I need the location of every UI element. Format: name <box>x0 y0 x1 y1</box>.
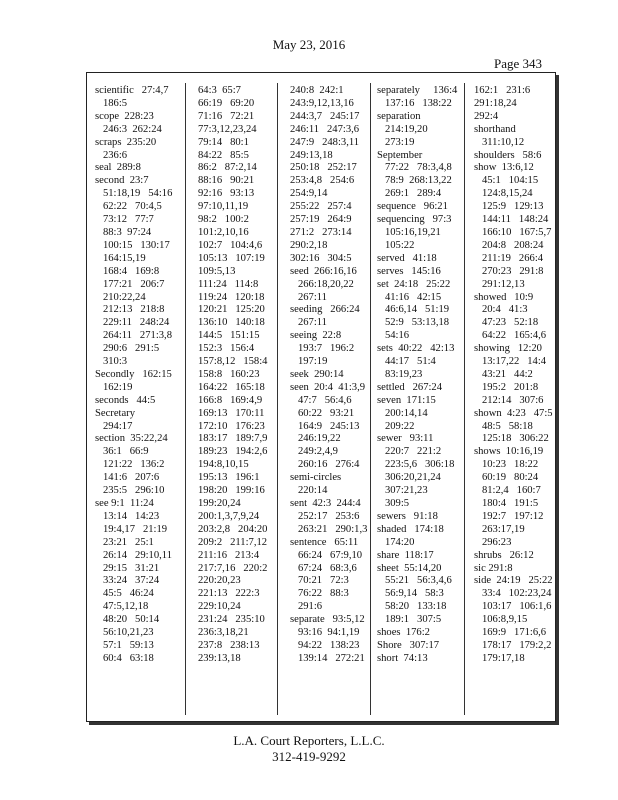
column-divider <box>277 83 278 715</box>
footer-phone: 312-419-9292 <box>272 749 346 764</box>
index-line: 144:11 148:24 <box>474 214 549 226</box>
index-line: 33:4 102:23,24 <box>474 588 552 600</box>
index-line: 109:5,13 <box>198 265 236 277</box>
index-line: separation <box>377 110 421 122</box>
index-line: section 35:22,24 <box>95 433 168 445</box>
index-line: scientific 27:4,7 <box>95 85 169 96</box>
index-line: 86:2 87:2,14 <box>198 162 257 174</box>
index-line: 141:6 207:6 <box>95 472 160 484</box>
index-line: sic 291:8 <box>474 562 513 574</box>
index-line: 211:16 213:4 <box>198 549 260 561</box>
index-line: seconds 44:5 <box>95 394 156 406</box>
index-line: scraps 235:20 <box>95 136 157 148</box>
index-line: seal 289:8 <box>95 162 141 174</box>
index-line: 200:14,14 <box>377 407 428 419</box>
index-line: 254:9,14 <box>290 188 328 200</box>
index-line: served 41:18 <box>377 252 437 264</box>
index-line: 174:20 <box>377 536 415 548</box>
page-number: Page 343 <box>494 56 543 71</box>
index-line: 45:1 104:15 <box>474 175 539 187</box>
index-line: seven 171:15 <box>377 394 436 406</box>
index-line: 105:22 <box>377 239 415 251</box>
index-line: shaded 174:18 <box>377 523 444 535</box>
index-line: 236:3,18,21 <box>198 627 249 639</box>
index-box <box>86 72 556 722</box>
index-line: 101:2,10,16 <box>198 226 249 238</box>
index-line: separate 93:5,12 <box>290 614 365 626</box>
index-line: 48:5 58:18 <box>474 420 533 432</box>
index-line: 44:17 51:4 <box>377 356 436 368</box>
index-line: 197:19 <box>290 356 328 368</box>
index-line: 195:2 201:8 <box>474 381 539 393</box>
index-line: 243:9,12,13,16 <box>290 97 354 109</box>
index-line: shoulders 58:6 <box>474 149 542 161</box>
index-line: seeding 266:24 <box>290 304 360 316</box>
index-line: 180:4 191:5 <box>474 498 539 509</box>
index-line: show 13:6,12 <box>474 162 534 174</box>
index-line: 121:22 136:2 <box>95 459 165 471</box>
index-line: 198:20 199:16 <box>198 485 265 497</box>
index-line: 81:2,4 160:7 <box>474 485 541 497</box>
index-line: 164:15,19 <box>95 252 146 264</box>
index-line: Shore 307:17 <box>377 639 440 651</box>
index-line: 250:18 252:17 <box>290 162 357 174</box>
page-date: May 23, 2016 <box>272 37 346 52</box>
index-line: 168:4 169:8 <box>95 265 160 277</box>
index-line: 60:4 63:18 <box>95 652 154 664</box>
index-line: share 118:17 <box>377 549 434 561</box>
index-line: 169:13 170:11 <box>198 407 265 419</box>
index-line: sentence 65:11 <box>290 536 359 548</box>
index-line: 47:5,12,18 <box>95 601 149 613</box>
index-line: 71:16 72:21 <box>198 110 255 122</box>
index-line: 73:12 77:7 <box>95 214 154 226</box>
index-line: 157:8,12 158:4 <box>198 356 268 368</box>
index-line: 189:23 194:2,6 <box>198 446 268 458</box>
index-line: 246:19,22 <box>290 433 341 445</box>
index-line: 93:16 94:1,19 <box>290 627 360 639</box>
index-line: 57:1 59:13 <box>95 639 154 651</box>
index-line: 78:9 268:13,22 <box>377 175 452 187</box>
index-column-2 <box>198 85 267 666</box>
index-line: 217:7,16 220:2 <box>198 562 268 574</box>
index-line: 64:3 65:7 <box>198 85 241 96</box>
index-line: sequence 96:21 <box>377 201 448 213</box>
index-line: 260:16 276:4 <box>290 459 360 471</box>
index-line: 13:17,22 14:4 <box>474 356 547 368</box>
index-line: 106:8,9,15 <box>474 614 528 626</box>
index-line: 292:4 <box>474 110 499 122</box>
index-line: 45:5 46:24 <box>95 588 154 600</box>
index-line: 77:22 78:3,4,8 <box>377 162 452 174</box>
index-line: 178:17 179:2,2 <box>474 639 552 651</box>
index-line: seed 266:16,16 <box>290 265 357 277</box>
index-line: 310:3 <box>95 356 128 368</box>
index-line: 192:7 197:12 <box>474 510 544 522</box>
index-line: set 24:18 25:22 <box>377 278 451 290</box>
index-line: 60:22 93:21 <box>290 407 355 419</box>
index-line: 249:13,18 <box>290 149 333 161</box>
index-line: 158:8 160:23 <box>198 368 260 380</box>
index-column-5 <box>474 85 553 666</box>
index-line: 263:17,19 <box>474 523 525 535</box>
index-line: 223:5,6 306:18 <box>377 459 455 471</box>
index-line: 36:1 66:9 <box>95 446 149 458</box>
index-line: 67:24 68:3,6 <box>290 562 357 574</box>
index-line: showed 10:9 <box>474 291 534 303</box>
index-line: shown 4:23 47:5 <box>474 407 553 419</box>
index-line: 179:17,18 <box>474 652 525 664</box>
index-line: serves 145:16 <box>377 265 441 277</box>
index-line: 58:20 133:18 <box>377 601 447 613</box>
index-line: 249:2,4,9 <box>290 446 338 458</box>
index-line: 84:22 85:5 <box>198 149 249 161</box>
index-line: 229:11 248:24 <box>95 317 170 329</box>
index-line: 105:16,19,21 <box>377 226 441 238</box>
index-line: 189:1 307:5 <box>377 614 442 626</box>
index-line: settled 267:24 <box>377 381 443 393</box>
index-line: 162:1 231:6 <box>474 85 531 96</box>
index-line: 186:5 <box>95 97 128 109</box>
column-divider <box>370 83 371 715</box>
index-line: 212:14 307:6 <box>474 394 544 406</box>
index-column-3 <box>290 85 367 666</box>
index-line: 79:14 80:1 <box>198 136 249 148</box>
index-line: 193:7 196:2 <box>290 343 355 355</box>
index-line: 70:21 72:3 <box>290 575 349 587</box>
index-line: 56:10,21,23 <box>95 627 154 639</box>
index-line: 55:21 56:3,4,6 <box>377 575 452 587</box>
index-line: 125:18 306:22 <box>474 433 549 445</box>
index-line: 210:22,24 <box>95 291 146 303</box>
index-line: 266:18,20,22 <box>290 278 354 290</box>
index-line: sequencing 97:3 <box>377 214 452 226</box>
index-line: 183:17 189:7,9 <box>198 433 268 445</box>
index-line: 51:18,19 54:16 <box>95 188 173 200</box>
index-line: 88:3 97:24 <box>95 226 152 238</box>
column-divider <box>464 83 465 715</box>
index-line: second 23:7 <box>95 175 149 187</box>
index-line: 97:10,11,19 <box>198 201 249 213</box>
index-line: 66:19 69:20 <box>198 97 255 109</box>
index-line: 92:16 93:13 <box>198 188 255 200</box>
index-line: 166:10 167:5,7 <box>474 226 552 238</box>
index-line: 209:22 <box>377 420 415 432</box>
index-line: 88:16 90:21 <box>198 175 255 187</box>
index-line: 311:10,12 <box>474 136 525 148</box>
index-line: 47:23 52:18 <box>474 317 539 329</box>
index-line: 20:4 41:3 <box>474 304 528 316</box>
index-line: side 24:19 25:22 <box>474 575 553 587</box>
index-line: 172:10 176:23 <box>198 420 265 432</box>
index-line: 220:14 <box>290 485 328 497</box>
index-line: 47:7 56:4,6 <box>290 394 352 406</box>
index-line: 152:3 156:4 <box>198 343 255 355</box>
index-line: sheet 55:14,20 <box>377 562 442 574</box>
index-line: 263:21 290:1,3 <box>290 523 368 535</box>
index-line: 119:24 120:18 <box>198 291 265 303</box>
index-line: 203:2,8 204:20 <box>198 523 268 535</box>
index-line: 76:22 88:3 <box>290 588 349 600</box>
index-line: 33:24 37:24 <box>95 575 160 587</box>
index-line: 257:19 264:9 <box>290 214 352 226</box>
index-line: 296:23 <box>474 536 512 548</box>
index-line: 291:12,13 <box>474 278 525 290</box>
index-line: 62:22 70:4,5 <box>95 201 162 213</box>
index-line: 270:23 291:8 <box>474 265 544 277</box>
index-line: 221:13 222:3 <box>198 588 260 600</box>
index-line: 235:5 296:10 <box>95 485 165 497</box>
index-line: seen 20:4 41:3,9 <box>290 381 366 393</box>
index-line: September <box>377 149 423 161</box>
index-line: 240:8 242:1 <box>290 85 344 96</box>
index-line: 94:22 138:23 <box>290 639 360 651</box>
index-line: 124:8,15,24 <box>474 188 533 200</box>
index-line: 271:2 273:14 <box>290 226 352 238</box>
index-line: 177:21 206:7 <box>95 278 165 290</box>
column-divider <box>185 83 186 715</box>
index-line: 246:11 247:3,6 <box>290 123 360 135</box>
index-line: 200:1,3,7,9,24 <box>198 510 260 522</box>
index-line: 120:21 125:20 <box>198 304 265 316</box>
index-line: sent 42:3 244:4 <box>290 498 361 509</box>
index-line: 166:8 169:4,9 <box>198 394 263 406</box>
index-line: 125:9 129:13 <box>474 201 544 213</box>
index-line: sets 40:22 42:13 <box>377 343 455 355</box>
index-line: 236:6 <box>95 149 128 161</box>
index-line: 54:16 <box>377 330 410 342</box>
index-line: 29:15 31:21 <box>95 562 160 574</box>
index-line: 102:7 104:4,6 <box>198 239 263 251</box>
index-line: shrubs 26:12 <box>474 549 534 561</box>
index-line: 291:18,24 <box>474 97 517 109</box>
index-line: 253:4,8 254:6 <box>290 175 355 187</box>
index-line: 52:9 53:13,18 <box>377 317 450 329</box>
index-line: 306:20,21,24 <box>377 472 441 484</box>
index-line: 13:14 14:23 <box>95 510 160 522</box>
index-line: 164:9 245:13 <box>290 420 360 432</box>
index-line: 194:8,10,15 <box>198 459 249 471</box>
index-line: 41:16 42:15 <box>377 291 442 303</box>
index-line: 164:22 165:18 <box>198 381 265 393</box>
index-line: 290:2,18 <box>290 239 328 251</box>
index-line: 19:4,17 21:19 <box>95 523 168 535</box>
index-line: 220:7 221:2 <box>377 446 442 458</box>
index-line: see 9:1 11:24 <box>95 498 154 509</box>
index-line: semi-circles <box>290 472 342 484</box>
index-line: 199:20,24 <box>198 498 241 509</box>
index-line: 56:9,14 58:3 <box>377 588 444 600</box>
index-line: 255:22 257:4 <box>290 201 352 213</box>
index-line: seeing 22:8 <box>290 330 342 342</box>
index-line: 273:19 <box>377 136 415 148</box>
index-line: 214:19,20 <box>377 123 428 135</box>
index-line: 239:13,18 <box>198 652 241 664</box>
index-column-1 <box>95 85 172 666</box>
index-line: 43:21 44:2 <box>474 368 533 380</box>
index-line: 246:3 262:24 <box>95 123 162 135</box>
index-line: 64:22 165:4,6 <box>474 330 547 342</box>
index-line: 237:8 238:13 <box>198 639 260 651</box>
index-line: 60:19 80:24 <box>474 472 539 484</box>
index-line: 252:17 253:6 <box>290 510 360 522</box>
index-line: 162:19 <box>95 381 133 393</box>
index-line: 204:8 208:24 <box>474 239 544 251</box>
index-line: scope 228:23 <box>95 110 154 122</box>
index-line: shorthand <box>474 123 516 135</box>
index-line: 66:24 67:9,10 <box>290 549 363 561</box>
index-line: 100:15 130:17 <box>95 239 170 251</box>
index-line: 46:6,14 51:19 <box>377 304 450 316</box>
index-line: sewer 93:11 <box>377 433 434 445</box>
index-line: 48:20 50:14 <box>95 614 160 626</box>
index-line: 139:14 272:21 <box>290 652 365 664</box>
index-line: 195:13 196:1 <box>198 472 260 484</box>
index-line: sewers 91:18 <box>377 510 438 522</box>
index-line: shoes 176:2 <box>377 627 430 639</box>
index-line: 136:10 140:18 <box>198 317 265 329</box>
index-line: 247:9 248:3,11 <box>290 136 360 148</box>
index-line: 267:11 <box>290 317 327 329</box>
index-line: 220:20,23 <box>198 575 241 587</box>
index-line: separately 136:4 <box>377 85 458 96</box>
index-column-4 <box>377 85 457 666</box>
index-line: 267:11 <box>290 291 327 303</box>
index-line: 307:21,23 <box>377 485 428 497</box>
index-line: 294:17 <box>95 420 133 432</box>
index-line: 229:10,24 <box>198 601 241 613</box>
index-line: 137:16 138:22 <box>377 97 452 109</box>
index-line: 169:9 171:6,6 <box>474 627 547 639</box>
index-line: Secretary <box>95 407 135 419</box>
index-line: 10:23 18:22 <box>474 459 539 471</box>
index-line: showing 12:20 <box>474 343 542 355</box>
index-line: 26:14 29:10,11 <box>95 549 173 561</box>
index-line: 264:11 271:3,8 <box>95 330 173 342</box>
index-line: 98:2 100:2 <box>198 214 249 226</box>
index-line: 144:5 151:15 <box>198 330 260 342</box>
index-line: 231:24 235:10 <box>198 614 265 626</box>
index-line: seek 290:14 <box>290 368 344 380</box>
index-line: shows 10:16,19 <box>474 446 544 458</box>
index-line: 103:17 106:1,6 <box>474 601 552 613</box>
index-line: 83:19,23 <box>377 368 423 380</box>
index-line: 302:16 304:5 <box>290 252 352 264</box>
index-line: 23:21 25:1 <box>95 536 154 548</box>
index-line: 244:3,7 245:17 <box>290 110 360 122</box>
index-line: Secondly 162:15 <box>95 368 172 380</box>
index-line: 111:24 114:8 <box>198 278 259 290</box>
index-line: 291:6 <box>290 601 323 613</box>
index-line: 290:6 291:5 <box>95 343 160 355</box>
index-line: 212:13 218:8 <box>95 304 165 316</box>
index-line: 105:13 107:19 <box>198 252 265 264</box>
index-line: 211:19 266:4 <box>474 252 544 264</box>
index-line: 269:1 289:4 <box>377 188 442 200</box>
index-line: 309:5 <box>377 498 410 509</box>
index-line: 77:3,12,23,24 <box>198 123 257 135</box>
footer-company: L.A. Court Reporters, L.L.C. <box>233 733 385 748</box>
index-line: 209:2 211:7,12 <box>198 536 268 548</box>
index-line: short 74:13 <box>377 652 428 664</box>
